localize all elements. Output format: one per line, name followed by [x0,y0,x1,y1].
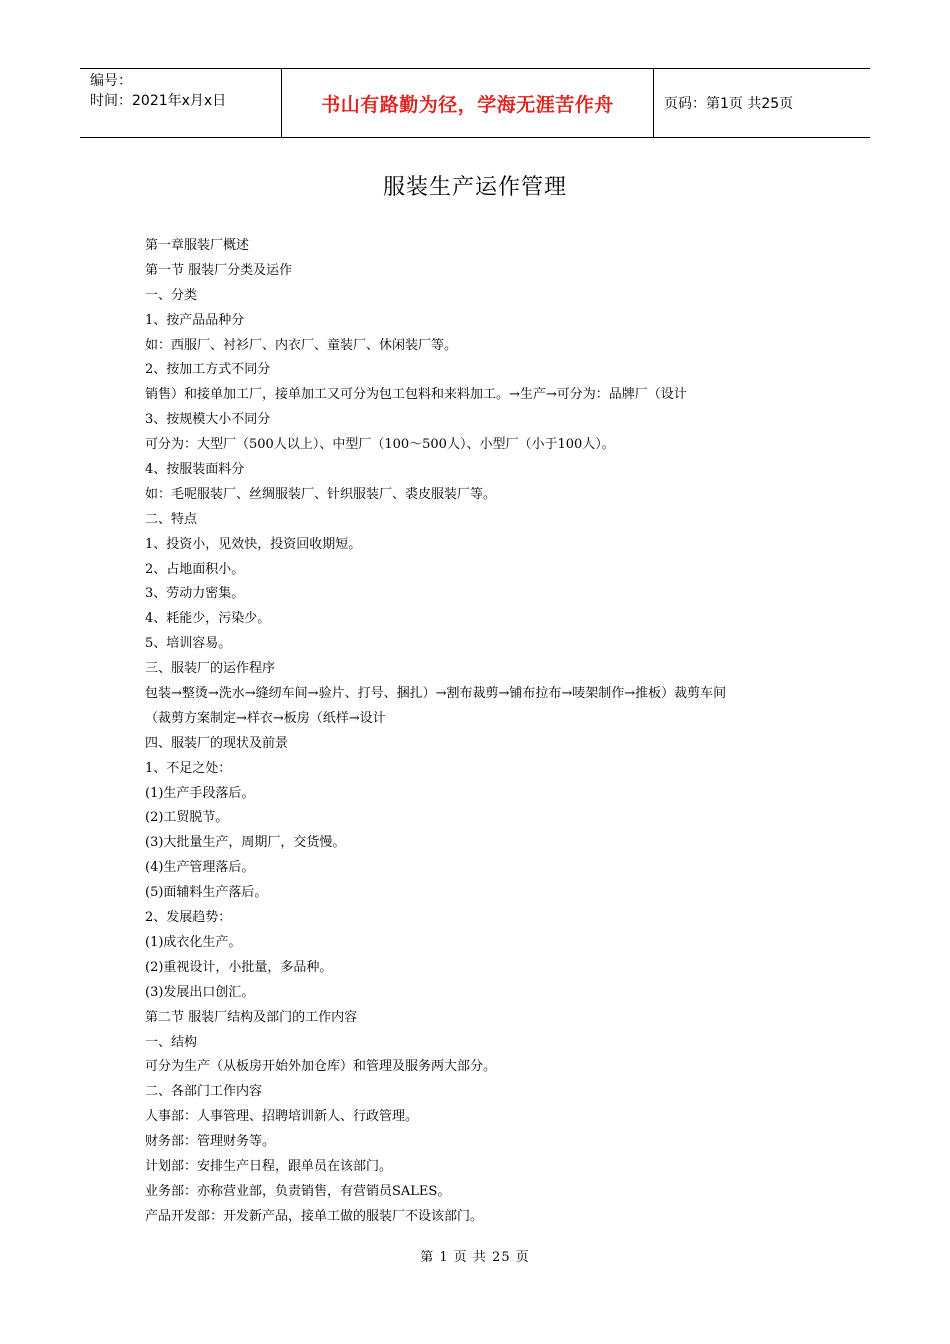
body-line: 4、按服装面料分 [145,462,245,478]
body-line: 第一章服装厂概述 [145,238,250,253]
body-line: 2、按加工方式不同分 [145,362,271,378]
body-line: 1、按产品品种分 [145,312,245,328]
page-footer: 第 1 页 共 25 页 [420,1250,530,1265]
document-title: 服装生产运作管理 [382,175,567,200]
motto: 书山有路勤为径，学海无涯苦作舟 [282,69,654,137]
body-line: 财务部：管理财务等。 [145,1134,276,1150]
body-line: 业务部：亦称营业部，负责销售，有营销员SALES。 [145,1183,451,1199]
body-line: 计划部：安排生产日程，跟单员在该部门。 [145,1158,393,1174]
header-left-cell [80,69,282,137]
body-line: (3)发展出口创汇。 [145,984,255,1000]
body-line: 可分为：大型厂（500人以上）、中型厂（100～500人）、小型厂（小于100人）。 [145,437,615,453]
body-line: (2)重视设计，小批量，多品种。 [145,959,333,975]
body-line: 如：西服厂、衬衫厂、内衣厂、童装厂、休闲装厂等。 [145,337,458,353]
body-line: 可分为生产（从板房开始外加仓库）和管理及服务两大部分。 [145,1059,497,1075]
body-line: 二、各部门工作内容 [145,1084,263,1100]
body-line: 一、分类 [145,287,198,303]
body-line: 2、占地面积小。 [145,561,245,577]
body-line: 人事部：人事管理、招聘培训新人、行政管理。 [145,1109,419,1125]
body-line: 1、不足之处： [145,760,232,776]
body-line: 销售）和接单加工厂，接单加工又可分为包工包料和来料加工。→生产→可分为：品牌厂（设计 [145,387,687,403]
date-label: 时间：2021年x月x日 [90,93,227,109]
body-line: 1、投资小，见效快，投资回收期短。 [145,536,362,552]
body-line: 二、特点 [145,511,198,527]
page-info: 页码：第1页 共25页 [664,96,794,112]
body-line: 3、按规模大小不同分 [145,412,271,428]
body-line: 4、耗能少，污染少。 [145,611,271,627]
body-line: 产品开发部：开发新产品，接单工做的服装厂不设该部门。 [145,1208,484,1224]
body-line: 第一节 服装厂分类及运作 [145,262,293,278]
body-line: (5)面辅料生产落后。 [145,885,268,901]
body-line: （裁剪方案制定→样衣→板房（纸样→设计 [145,710,386,726]
body-line: 5、培训容易。 [145,636,232,652]
body-line: 如：毛呢服装厂、丝绸服装厂、针织服装厂、裘皮服装厂等。 [145,486,497,502]
body-line: 一、结构 [145,1034,198,1050]
body-line: 3、劳动力密集。 [145,586,245,602]
body-line: (3)大批量生产，周期厂，交货慢。 [145,835,346,851]
body-line: 第二节 服装厂结构及部门的工作内容 [145,1009,358,1025]
body-line: (1)成衣化生产。 [145,934,242,950]
body-line: 四、服装厂的现状及前景 [145,735,289,751]
body-line: 三、服装厂的运作程序 [145,661,276,677]
body-line: (4)生产管理落后。 [145,860,255,876]
body-line: (1)生产手段落后。 [145,785,255,801]
body-line: 包装→整烫→洗水→缝纫车间→验片、打号、捆扎）→割布裁剪→铺布拉布→唛架制作→推板）裁剪车间 [145,686,727,702]
document-body [145,234,835,1230]
body-line: 2、发展趋势： [145,910,232,926]
header-table [80,68,870,138]
number-label: 编号： [90,73,132,89]
body-line: (2)工贸脱节。 [145,810,229,826]
